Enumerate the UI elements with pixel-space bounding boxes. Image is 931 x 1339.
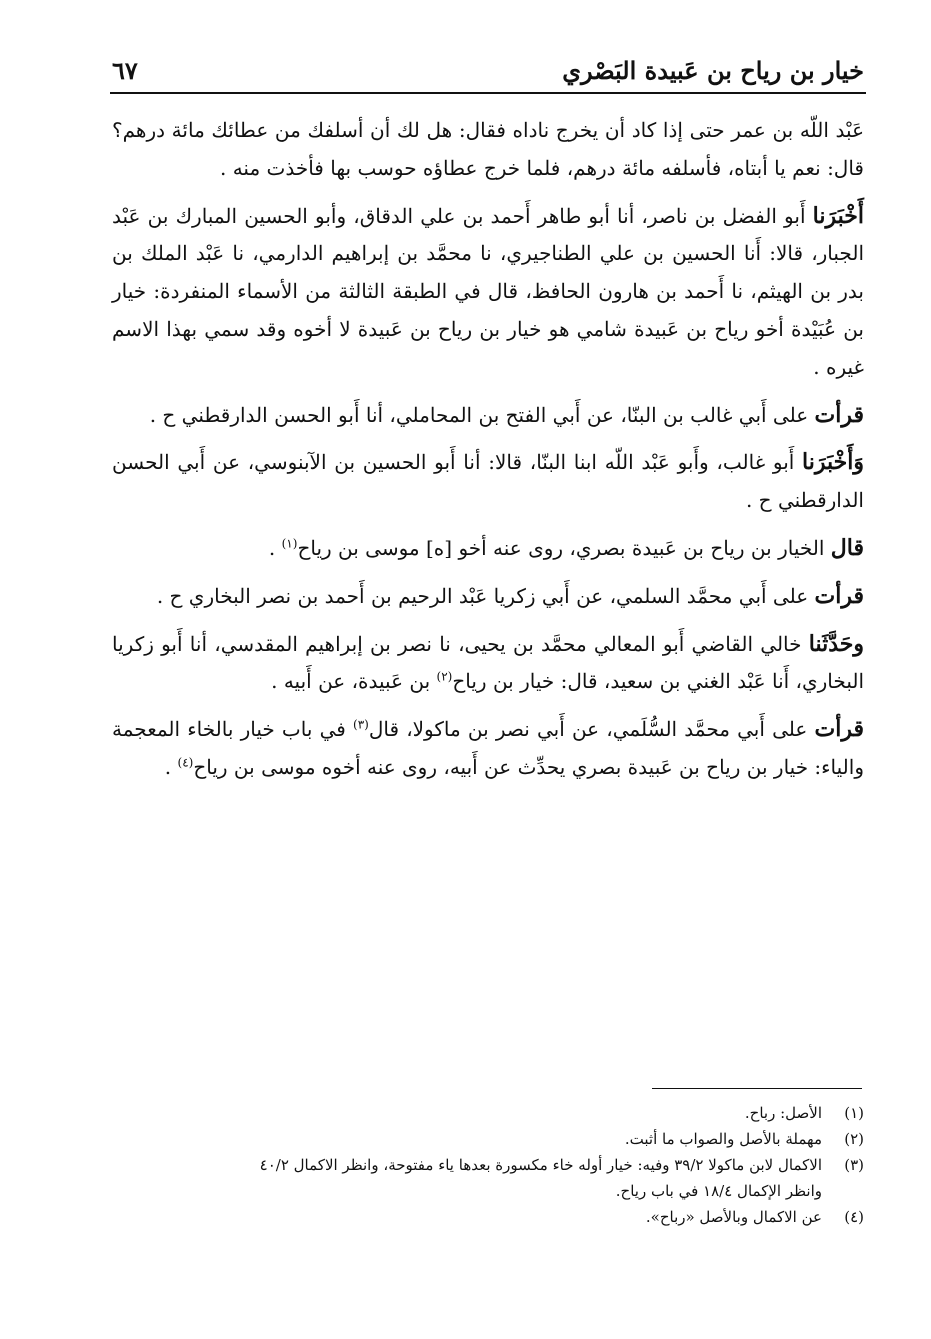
paragraph-text: خالي القاضي أَبو المعالي محمَّد بن يحيى، نا نصر بن إبراهيم المقدسي، أنا أَبو زكريا البخاري، أَنا عَبْد الغني بن سعيد، قال: خيار بن رياح: [112, 631, 864, 694]
paragraph-lead: قال: [830, 534, 864, 561]
paragraph-lead: قرأت: [814, 401, 864, 428]
paragraph: [112, 711, 864, 787]
footnote-text: الاكمال لابن ماكولا ٣٩/٢ وفيه: خيار أوله خاء مكسورة بعدها ياء مفتوحة، وانظر الاكمال ٤٠/٢: [259, 1156, 822, 1174]
footnote: [112, 1152, 864, 1178]
page-header: [112, 52, 864, 92]
paragraph-lead: أَخْبَرَنا: [812, 202, 864, 229]
footnote: [112, 1100, 864, 1126]
footnotes: [112, 1100, 864, 1230]
footnote-number: (٢): [844, 1130, 864, 1148]
footnote-number: (٣): [844, 1156, 864, 1174]
paragraph-text: على أَبي محمَّد السلمي، عن أَبي زكريا عَبْد الرحيم بن أَحمد بن نصر البخاري ح .: [156, 583, 815, 608]
paragraph-text: على أَبي محمَّد السُّلَمي، عن أَبي نصر بن ماكولا، قال: [368, 717, 815, 742]
footnote-ref: (٢): [436, 669, 453, 684]
footnote-ref: (١): [281, 536, 298, 551]
paragraph: [112, 626, 864, 702]
footnote: [112, 1126, 864, 1152]
paragraph-text: الخيار بن رياح بن عَبيدة بصري، روى عنه أخو [ه] موسى بن رياح: [297, 535, 831, 560]
paragraph-text: عَبْد اللّه بن عمر حتى إذا كاد أن يخرج ناداه فقال: هل لك أن أسلفك من عطائك مائة درهم؟ قال: نعم يا أبتاه، فأسلفه مائة درهم، فلما خرج عطاؤه حوسب بها فأخذت منه .: [112, 118, 864, 180]
paragraph-lead: قرأت: [814, 582, 864, 609]
footnote-ref: (٤): [177, 755, 194, 770]
paragraph-lead: وَأَخْبَرَنا: [802, 449, 864, 476]
paragraph-lead: قرأت: [814, 716, 865, 743]
paragraph-text-tail: في باب خيار بالخاء المعجمة والياء: خيار بن رياح بن عَبيدة بصري يحدِّث عن أَبيه، روى عنه أخوه موسى بن رياح: [112, 717, 864, 779]
footnote-text: عن الاكمال وبالأصل «رباح».: [645, 1208, 822, 1226]
main-text: [112, 112, 864, 797]
paragraph: [112, 444, 864, 520]
footnote-rule: [652, 1088, 862, 1089]
paragraph-text: على أَبي غالب بن البنّا، عن أَبي الفتح بن المحاملي، أنا أَبو الحسن الدارقطني ح .: [149, 402, 815, 427]
paragraph-text-tail: بن عَبيدة، عن أَبيه .: [271, 669, 437, 694]
running-title: خيار بن رياح بن عَبيدة البَصْري: [562, 56, 864, 85]
paragraph-text: أَبو غالب، وأَبو عَبْد اللّه ابنا البنّا، قالا: أنا أَبو الحسين بن الآبنوسي، عن أَبي الحسن الدارقطني ح .: [112, 450, 864, 513]
paragraph: [112, 530, 864, 568]
paragraph-text: أَبو الفضل بن ناصر، أنا أبو طاهر أَحمد بن علي الدقاق، وأبو الحسين المبارك بن عَبْد الجبار، قالا: أَنا الحسين بن علي الطناجيري، نا محمَّد بن إبراهيم الدارمي، نا عَبْد الملك بن بدر بن الهيثم، نا أَحمد بن هارون الحافظ، قال في الطبقة الثالثة من الأسماء المنفردة: خيار بن عُبَيْدة أخو رياح بن عَبيدة شامي هو خيار بن رياح بن عَبيدة لا أخوه وقد سمي بهذا الاسم غيره .: [112, 203, 864, 379]
paragraph: [112, 397, 864, 435]
footnote-continuation: وانظر الإكمال ١٨/٤ في باب رياح.: [615, 1182, 822, 1200]
paragraph: [112, 112, 864, 188]
paragraph-text-tail: .: [268, 535, 282, 560]
footnote-number: (١): [844, 1104, 864, 1122]
page-number: ٦٧: [112, 56, 138, 85]
footnote-ref: (٣): [353, 717, 369, 732]
paragraph-text-tail: .: [164, 754, 178, 779]
footnote-text: مهملة بالأصل والصواب ما أثبت.: [624, 1130, 822, 1148]
footnote: [112, 1204, 864, 1230]
footnote-text: الأصل: رباح.: [744, 1104, 822, 1122]
paragraph: [112, 198, 864, 387]
paragraph: [112, 578, 864, 616]
footnote-number: (٤): [844, 1208, 864, 1226]
paragraph-lead: وحَدَّثَنا: [808, 630, 864, 657]
header-rule: [110, 92, 866, 94]
